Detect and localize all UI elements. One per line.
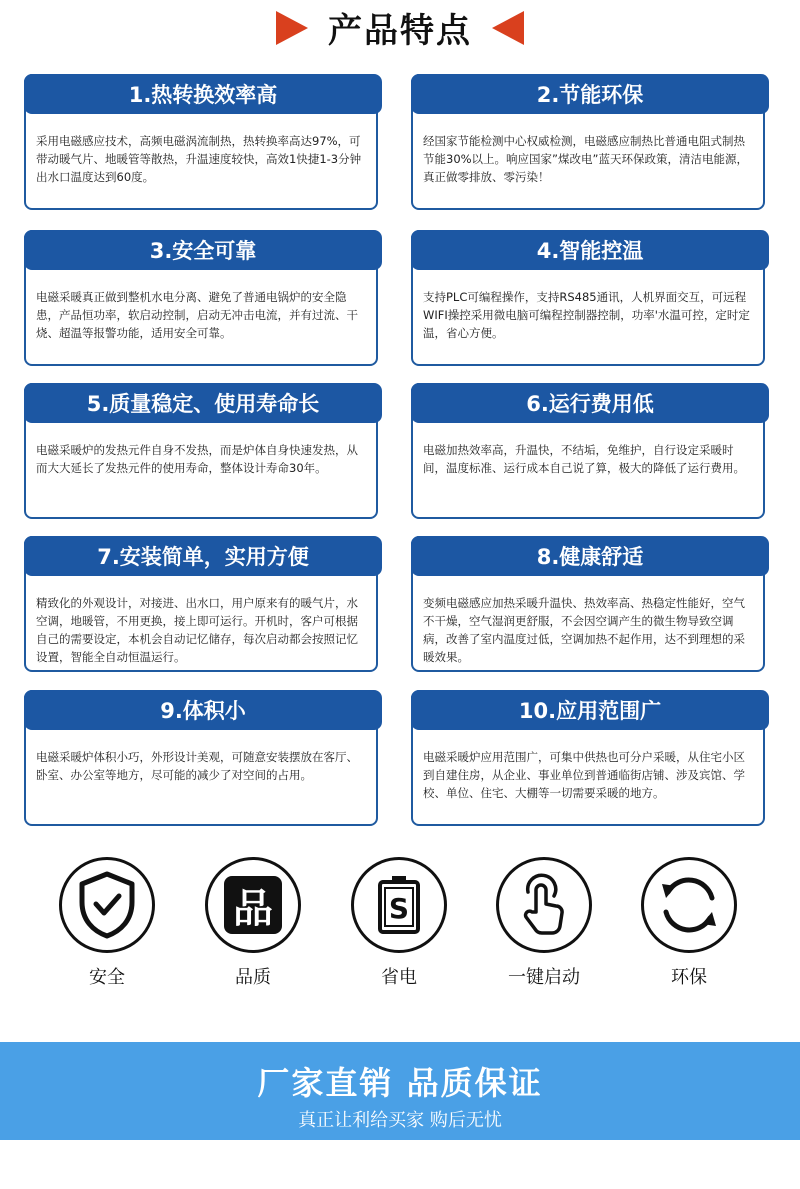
feature-title: 1.热转换效率高	[24, 74, 382, 114]
title-arrow-right-icon	[276, 11, 308, 45]
banner-headline: 厂家直销 品质保证	[257, 1064, 543, 1102]
feature-text: 经国家节能检测中心权威检测，电磁感应制热比普通电阻式制热节能30%以上。响应国家”煤改电”蓝天环保政策，清洁电能源，真正做零排放、零污染！	[423, 134, 748, 184]
feature-text: 电磁采暖炉的发热元件自身不发热，而是炉体自身快速发热，从而大大延长了发热元件的使用寿命，整体设计寿命30年。	[36, 443, 358, 475]
feature-card	[411, 230, 765, 366]
recycle-icon	[641, 857, 737, 953]
feature-card	[24, 690, 378, 826]
feature-text: 电磁采暖炉体积小巧，外形设计美观，可随意安装摆放在客厅、卧室、办公室等地方，尽可能的减少了对空间的占用。	[36, 750, 358, 782]
feature-card	[411, 690, 765, 826]
feature-title: 4.智能控温	[411, 230, 769, 270]
icon-item-safety	[52, 857, 162, 989]
feature-card	[24, 74, 378, 210]
title-arrow-left-icon	[492, 11, 524, 45]
feature-title: 5.质量稳定、使用寿命长	[24, 383, 382, 423]
feature-card	[24, 230, 378, 366]
feature-card	[24, 383, 378, 519]
one-touch-start-icon	[496, 857, 592, 953]
feature-title: 3.安全可靠	[24, 230, 382, 270]
icon-label: 一键启动	[508, 967, 580, 988]
feature-text: 支持PLC可编程操作，支持RS485通讯，人机界面交互，可远程WIFI操控采用微电脑可编程控制器控制，功率'水温可控，定时定温，省心方便。	[423, 290, 750, 340]
icon-label: 安全	[89, 967, 125, 988]
feature-text: 电磁加热效率高，升温快，不结垢，免维护，自行设定采暖时间，温度标准、运行成本自己说了算，极大的降低了运行费用。	[423, 443, 745, 475]
power-saving-icon	[351, 857, 447, 953]
feature-title: 9.体积小	[24, 690, 382, 730]
icon-label: 品质	[235, 967, 271, 988]
feature-text: 精致化的外观设计，对接进、出水口，用户原来有的暖气片，水空调，地暖管，不用更换，接上即可运行。开机时，客户可根据自己的需要设定，本机会自动记忆储存，每次启动都会按照记忆设置，智能全自动恒温运行。	[36, 596, 358, 664]
icon-item-power-saving	[344, 857, 454, 989]
feature-card	[411, 383, 765, 519]
icon-label: 环保	[671, 967, 707, 988]
icon-item-one-touch-start	[489, 857, 599, 989]
feature-text: 变频电磁感应加热采暖升温快、热效率高、热稳定性能好，空气不干燥，空气湿润更舒服，不会因空调产生的微生物导致空调病，改善了室内温度过低，空调加热不起作用，达不到理想的采暖效果。	[423, 596, 745, 664]
icon-label: 省电	[381, 967, 417, 988]
quality-pin-icon	[205, 857, 301, 953]
feature-text: 电磁采暖真正做到整机水电分离、避免了普通电锅炉的安全隐患，产品恒功率，软启动控制，启动无冲击电流，并有过流、干烧、超温等报警功能，适用安全可靠。	[36, 290, 358, 340]
feature-card	[24, 536, 378, 672]
feature-text: 电磁采暖炉应用范围广，可集中供热也可分户采暖，从住宅小区到自建住房，从企业、事业单位到普通临街店铺、涉及宾馆、学校、单位、住宅、大棚等一切需要采暖的地方。	[423, 750, 745, 800]
shield-check-icon	[59, 857, 155, 953]
banner-subline: 真正让利给买家 购后无忧	[298, 1110, 502, 1131]
power-saving-glyph: S	[388, 892, 410, 925]
icon-item-quality	[198, 857, 308, 989]
feature-card	[411, 74, 765, 210]
page-title: 产品特点	[328, 11, 472, 51]
section-header	[0, 0, 800, 55]
icon-item-eco	[634, 857, 744, 989]
feature-title: 7.安装简单，实用方便	[24, 536, 382, 576]
feature-title: 10.应用范围广	[411, 690, 769, 730]
quality-glyph: 品	[224, 876, 282, 934]
feature-text: 采用电磁感应技术，高频电磁涡流制热，热转换率高达97%，可带动暖气片、地暖管等散热，升温速度较快，高效1快捷1-3分钟出水口温度达到60度。	[36, 134, 362, 184]
bottom-banner	[0, 1042, 800, 1140]
feature-title: 6.运行费用低	[411, 383, 769, 423]
feature-icons-row	[0, 857, 800, 997]
feature-title: 8.健康舒适	[411, 536, 769, 576]
feature-title: 2.节能环保	[411, 74, 769, 114]
feature-card	[411, 536, 765, 672]
